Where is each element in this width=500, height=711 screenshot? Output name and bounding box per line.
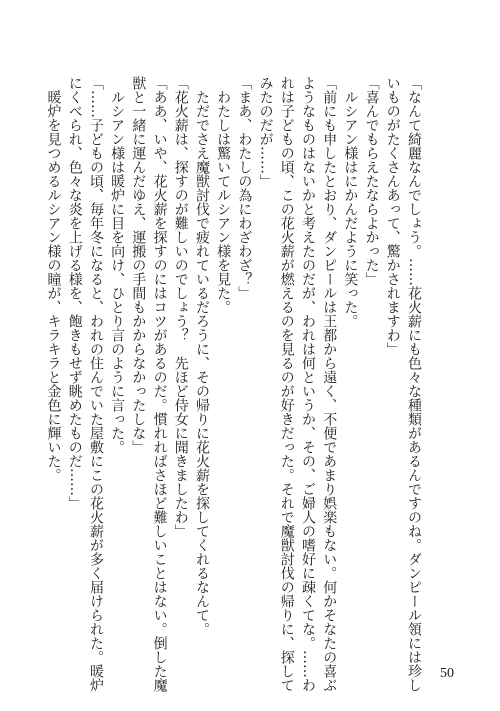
text-line: ルシアン様はにかんだように笑った。 — [342, 76, 359, 328]
text-line: ただでさえ魔獣討伐で疲れているだろうに、その帰りに花火薪を探してくれるなんて。 — [193, 76, 210, 636]
text-line: 「なんて綺麗なんでしょう。……花火薪にも色々な種類があるんですのね。ダンピール領には珍し — [406, 76, 422, 692]
text-line: ルシアン様は暖炉に目を向け、ひとり言のように言った。 — [109, 76, 126, 454]
text-line: にくべられ、色々な炎を上げる様を、飽きもせず眺めたものだ……」 — [66, 76, 83, 510]
text-line: 暖炉を見つめるルシアン様の瞳が、キラキラと金色に輝いた。 — [45, 76, 62, 482]
text-line: 「前にも申したとおり、ダンピールは王都から遠く、不便であまり娯楽もない。何かそなたの喜ぶ — [321, 76, 338, 692]
text-line: 「喜んでもらえたならよかった」 — [363, 76, 380, 286]
vertical-text-body — [42, 76, 424, 692]
text-line: れは子どもの頃、この花火薪が燃えるのを見るのが好きだった。それで魔獣討伐の帰りに、探して — [278, 76, 295, 692]
text-line: 「まあ、わたしの為にわざわざ？」 — [236, 76, 253, 300]
page-number: 50 — [440, 666, 454, 681]
text-line: 「……子どもの頃、毎年冬になると、われの住んでいた屋敷にこの花火薪が多く届けられた。暖炉 — [87, 76, 104, 692]
text-line: 「花火薪は、探すのが難しいのでしょう？ 先ほど侍女に聞きましたわ」 — [172, 76, 189, 538]
text-line: いものがたくさんあって、驚かされますわ」 — [384, 76, 401, 356]
text-line: 獣と一緒に運んだゆえ、運搬の手間もかからなかったしな」 — [130, 76, 147, 454]
text-line: わたしは驚いてルシアン様を見た。 — [215, 76, 232, 314]
text-line: みたのだが……」 — [257, 76, 274, 188]
text-line: ようなものはないかと考えたのだが、われは何というか、その、ご婦人の嗜好に疎くてな。……わ — [299, 76, 316, 692]
text-line: 「ああ、いや、花火薪を探すのにはコツがあるのだ。慣れればさほど難しいことはない。倒した魔 — [151, 76, 168, 692]
